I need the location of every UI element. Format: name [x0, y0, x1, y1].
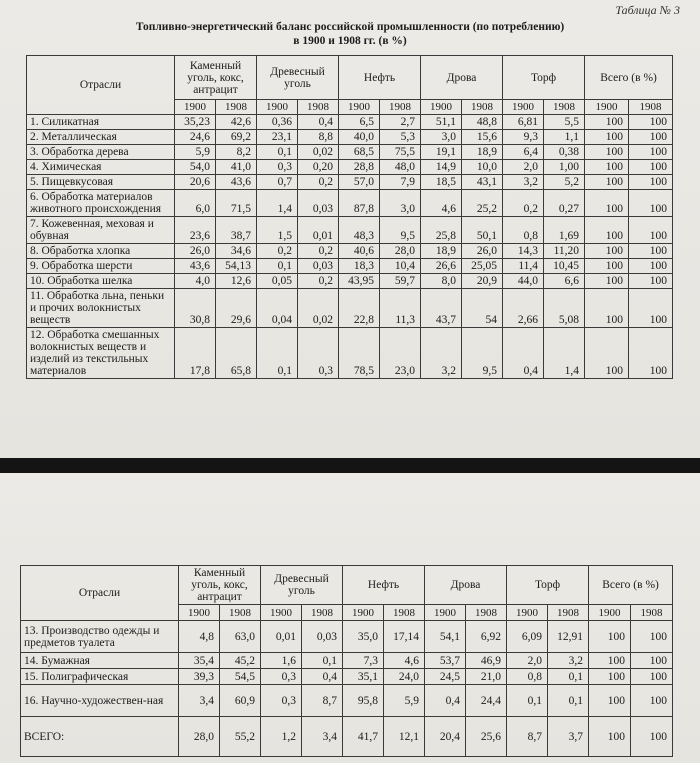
table-row — [27, 190, 673, 217]
header-coal: Каменный уголь, кокс, антрацит — [175, 56, 257, 100]
value-cell: 15,6 — [462, 130, 503, 145]
value-cell: 54,1 — [425, 621, 466, 653]
value-cell: 45,2 — [220, 653, 261, 669]
header-year: 1900 — [503, 100, 544, 115]
value-cell: 65,8 — [216, 328, 257, 379]
table-row — [27, 175, 673, 190]
value-cell: 5,2 — [544, 175, 585, 190]
value-cell: 100 — [629, 160, 673, 175]
caption-line-1: Топливно-энергетический баланс российской промышленности (по потреблению) — [135, 21, 565, 33]
table-row — [27, 244, 673, 259]
value-cell: 1,5 — [257, 217, 298, 244]
table-row — [27, 289, 673, 328]
caption-line-2: в 1900 и 1908 гг. (в %) — [293, 35, 407, 47]
table-row — [27, 130, 673, 145]
value-cell: 6,0 — [175, 190, 216, 217]
value-cell: 0,03 — [298, 190, 339, 217]
value-cell: 3,4 — [179, 685, 220, 717]
value-cell: 1,4 — [544, 328, 585, 379]
value-cell: 25,8 — [421, 217, 462, 244]
value-cell: 1,69 — [544, 217, 585, 244]
value-cell: 5,08 — [544, 289, 585, 328]
value-cell: 0,2 — [298, 274, 339, 289]
value-cell: 100 — [631, 717, 673, 757]
value-cell: 26,0 — [462, 244, 503, 259]
branch-name: 6. Обработка материалов животного происхождения — [27, 190, 175, 217]
value-cell: 100 — [585, 190, 629, 217]
value-cell: 51,1 — [421, 115, 462, 130]
branch-name: 16. Научно-художествен-ная — [21, 685, 179, 717]
value-cell: 3,0 — [421, 130, 462, 145]
value-cell: 42,6 — [216, 115, 257, 130]
value-cell: 6,81 — [503, 115, 544, 130]
branch-name: 9. Обработка шерсти — [27, 259, 175, 274]
table-row — [21, 685, 673, 717]
value-cell: 0,1 — [548, 685, 589, 717]
value-cell: 63,0 — [220, 621, 261, 653]
value-cell: 4,6 — [421, 190, 462, 217]
value-cell: 18,5 — [421, 175, 462, 190]
value-cell: 100 — [629, 244, 673, 259]
value-cell: 9,5 — [380, 217, 421, 244]
header-year: 1900 — [179, 605, 220, 621]
header-year: 1900 — [425, 605, 466, 621]
value-cell: 25,05 — [462, 259, 503, 274]
value-cell: 0,03 — [302, 621, 343, 653]
value-cell: 25,2 — [462, 190, 503, 217]
value-cell: 11,20 — [544, 244, 585, 259]
value-cell: 41,0 — [216, 160, 257, 175]
value-cell: 28,8 — [339, 160, 380, 175]
value-cell: 100 — [585, 259, 629, 274]
value-cell: 0,4 — [503, 328, 544, 379]
branch-name: 8. Обработка хлопка — [27, 244, 175, 259]
value-cell: 100 — [589, 717, 631, 757]
table-row — [21, 653, 673, 669]
header-oil: Нефть — [339, 56, 421, 100]
value-cell: 48,3 — [339, 217, 380, 244]
value-cell: 0,3 — [261, 685, 302, 717]
value-cell: 46,9 — [466, 653, 507, 669]
header-total: Всего (в %) — [585, 56, 673, 100]
value-cell: 54 — [462, 289, 503, 328]
value-cell: 100 — [629, 130, 673, 145]
value-cell: 0,4 — [425, 685, 466, 717]
value-cell: 43,7 — [421, 289, 462, 328]
table-row — [27, 160, 673, 175]
table-row — [27, 274, 673, 289]
value-cell: 71,5 — [216, 190, 257, 217]
header-wood: Дрова — [425, 566, 507, 605]
value-cell: 1,4 — [257, 190, 298, 217]
value-cell: 22,8 — [339, 289, 380, 328]
header-year: 1908 — [384, 605, 425, 621]
value-cell: 0,1 — [548, 669, 589, 685]
value-cell: 100 — [629, 115, 673, 130]
value-cell: 24,4 — [466, 685, 507, 717]
header-year: 1908 — [220, 605, 261, 621]
value-cell: 3,2 — [421, 328, 462, 379]
value-cell: 39,3 — [179, 669, 220, 685]
header-year: 1908 — [466, 605, 507, 621]
value-cell: 1,6 — [261, 653, 302, 669]
value-cell: 0,02 — [298, 289, 339, 328]
branch-name: ВСЕГО: — [21, 717, 179, 757]
value-cell: 0,2 — [257, 244, 298, 259]
value-cell: 0,1 — [257, 328, 298, 379]
page-bottom — [0, 473, 700, 763]
value-cell: 6,4 — [503, 145, 544, 160]
value-cell: 1,00 — [544, 160, 585, 175]
value-cell: 0,1 — [257, 145, 298, 160]
value-cell: 35,0 — [343, 621, 384, 653]
value-cell: 100 — [629, 289, 673, 328]
value-cell: 12,91 — [548, 621, 589, 653]
value-cell: 100 — [631, 685, 673, 717]
header-charcoal: Древесный уголь — [261, 566, 343, 605]
value-cell: 0,36 — [257, 115, 298, 130]
value-cell: 100 — [585, 217, 629, 244]
value-cell: 100 — [631, 621, 673, 653]
value-cell: 6,92 — [466, 621, 507, 653]
branch-name: 11. Обработка льна, пеньки и прочих волокнистых веществ — [27, 289, 175, 328]
header-year: 1900 — [507, 605, 548, 621]
table-row — [27, 217, 673, 244]
branch-name: 10. Обработка шелка — [27, 274, 175, 289]
value-cell: 100 — [629, 217, 673, 244]
value-cell: 0,1 — [302, 653, 343, 669]
value-cell: 0,20 — [298, 160, 339, 175]
value-cell: 41,7 — [343, 717, 384, 757]
value-cell: 0,2 — [298, 175, 339, 190]
value-cell: 0,3 — [298, 328, 339, 379]
header-year: 1908 — [298, 100, 339, 115]
header-branch: Отрасли — [27, 56, 175, 115]
value-cell: 100 — [629, 259, 673, 274]
value-cell: 10,0 — [462, 160, 503, 175]
value-cell: 60,9 — [220, 685, 261, 717]
value-cell: 54,13 — [216, 259, 257, 274]
value-cell: 8,7 — [302, 685, 343, 717]
value-cell: 55,2 — [220, 717, 261, 757]
value-cell: 100 — [585, 274, 629, 289]
branch-name: 4. Химическая — [27, 160, 175, 175]
value-cell: 0,1 — [507, 685, 548, 717]
value-cell: 69,2 — [216, 130, 257, 145]
table-number: Таблица № 3 — [615, 3, 680, 17]
page-divider — [0, 458, 700, 473]
value-cell: 100 — [589, 669, 631, 685]
value-cell: 78,5 — [339, 328, 380, 379]
value-cell: 14,9 — [421, 160, 462, 175]
value-cell: 100 — [631, 669, 673, 685]
value-cell: 20,4 — [425, 717, 466, 757]
value-cell: 20,6 — [175, 175, 216, 190]
header-year: 1900 — [339, 100, 380, 115]
value-cell: 75,5 — [380, 145, 421, 160]
value-cell: 4,0 — [175, 274, 216, 289]
value-cell: 48,8 — [462, 115, 503, 130]
value-cell: 0,2 — [298, 244, 339, 259]
value-cell: 3,7 — [548, 717, 589, 757]
value-cell: 0,4 — [302, 669, 343, 685]
value-cell: 12,6 — [216, 274, 257, 289]
value-cell: 100 — [585, 289, 629, 328]
value-cell: 6,6 — [544, 274, 585, 289]
header-peat: Торф — [507, 566, 589, 605]
value-cell: 18,9 — [462, 145, 503, 160]
value-cell: 23,1 — [257, 130, 298, 145]
value-cell: 5,9 — [175, 145, 216, 160]
value-cell: 53,7 — [425, 653, 466, 669]
value-cell: 23,6 — [175, 217, 216, 244]
value-cell: 35,23 — [175, 115, 216, 130]
value-cell: 8,7 — [507, 717, 548, 757]
header-year: 1908 — [631, 605, 673, 621]
header-total: Всего (в %) — [589, 566, 673, 605]
branch-name: 15. Полиграфическая — [21, 669, 179, 685]
value-cell: 0,04 — [257, 289, 298, 328]
value-cell: 100 — [585, 244, 629, 259]
value-cell: 100 — [589, 621, 631, 653]
value-cell: 21,0 — [466, 669, 507, 685]
value-cell: 0,05 — [257, 274, 298, 289]
header-year: 1900 — [421, 100, 462, 115]
value-cell: 100 — [629, 175, 673, 190]
value-cell: 4,8 — [179, 621, 220, 653]
value-cell: 5,5 — [544, 115, 585, 130]
table-caption — [0, 20, 700, 48]
value-cell: 1,2 — [261, 717, 302, 757]
header-year: 1908 — [462, 100, 503, 115]
value-cell: 30,8 — [175, 289, 216, 328]
value-cell: 5,3 — [380, 130, 421, 145]
table-row — [21, 717, 673, 757]
value-cell: 100 — [585, 115, 629, 130]
value-cell: 0,1 — [257, 259, 298, 274]
value-cell: 8,8 — [298, 130, 339, 145]
value-cell: 3,2 — [503, 175, 544, 190]
value-cell: 11,4 — [503, 259, 544, 274]
value-cell: 0,38 — [544, 145, 585, 160]
value-cell: 24,5 — [425, 669, 466, 685]
value-cell: 19,1 — [421, 145, 462, 160]
value-cell: 43,6 — [216, 175, 257, 190]
value-cell: 50,1 — [462, 217, 503, 244]
value-cell: 2,0 — [503, 160, 544, 175]
value-cell: 95,8 — [343, 685, 384, 717]
fuel-balance-table-part-2 — [20, 565, 673, 757]
table-row — [27, 145, 673, 160]
value-cell: 0,27 — [544, 190, 585, 217]
header-year: 1900 — [261, 605, 302, 621]
value-cell: 100 — [585, 328, 629, 379]
header-branch: Отрасли — [21, 566, 179, 621]
value-cell: 29,6 — [216, 289, 257, 328]
branch-name: 12. Обработка смешанных волокнистых веществ и изделий из текстильных материалов — [27, 328, 175, 379]
value-cell: 20,9 — [462, 274, 503, 289]
value-cell: 12,1 — [384, 717, 425, 757]
value-cell: 0,01 — [298, 217, 339, 244]
value-cell: 25,6 — [466, 717, 507, 757]
branch-name: 2. Металлическая — [27, 130, 175, 145]
value-cell: 17,14 — [384, 621, 425, 653]
value-cell: 2,66 — [503, 289, 544, 328]
value-cell: 10,45 — [544, 259, 585, 274]
value-cell: 87,8 — [339, 190, 380, 217]
value-cell: 100 — [629, 328, 673, 379]
value-cell: 2,0 — [507, 653, 548, 669]
value-cell: 7,9 — [380, 175, 421, 190]
value-cell: 54,5 — [220, 669, 261, 685]
value-cell: 5,9 — [384, 685, 425, 717]
value-cell: 4,6 — [384, 653, 425, 669]
value-cell: 2,7 — [380, 115, 421, 130]
value-cell: 10,4 — [380, 259, 421, 274]
value-cell: 0,3 — [261, 669, 302, 685]
value-cell: 0,7 — [257, 175, 298, 190]
value-cell: 100 — [589, 685, 631, 717]
header-year: 1900 — [589, 605, 631, 621]
header-charcoal: Древесный уголь — [257, 56, 339, 100]
value-cell: 6,5 — [339, 115, 380, 130]
header-year: 1900 — [585, 100, 629, 115]
value-cell: 100 — [629, 145, 673, 160]
value-cell: 100 — [585, 160, 629, 175]
value-cell: 11,3 — [380, 289, 421, 328]
value-cell: 100 — [631, 653, 673, 669]
branch-name: 5. Пищевкусовая — [27, 175, 175, 190]
table-row — [21, 621, 673, 653]
value-cell: 1,1 — [544, 130, 585, 145]
table-row — [27, 328, 673, 379]
branch-name: 13. Производство одежды и предметов туалета — [21, 621, 179, 653]
value-cell: 7,3 — [343, 653, 384, 669]
value-cell: 40,0 — [339, 130, 380, 145]
value-cell: 3,2 — [548, 653, 589, 669]
value-cell: 23,0 — [380, 328, 421, 379]
value-cell: 0,8 — [503, 217, 544, 244]
value-cell: 100 — [589, 653, 631, 669]
value-cell: 17,8 — [175, 328, 216, 379]
fuel-balance-table-part-1 — [26, 55, 673, 379]
header-oil: Нефть — [343, 566, 425, 605]
branch-name: 3. Обработка дерева — [27, 145, 175, 160]
value-cell: 100 — [585, 130, 629, 145]
header-year: 1900 — [257, 100, 298, 115]
header-year: 1908 — [216, 100, 257, 115]
table-row — [21, 669, 673, 685]
value-cell: 0,3 — [257, 160, 298, 175]
value-cell: 0,03 — [298, 259, 339, 274]
value-cell: 59,7 — [380, 274, 421, 289]
value-cell: 35,1 — [343, 669, 384, 685]
header-year: 1908 — [544, 100, 585, 115]
value-cell: 0,8 — [507, 669, 548, 685]
value-cell: 26,6 — [421, 259, 462, 274]
value-cell: 24,0 — [384, 669, 425, 685]
value-cell: 9,5 — [462, 328, 503, 379]
value-cell: 9,3 — [503, 130, 544, 145]
value-cell: 100 — [585, 175, 629, 190]
value-cell: 40,6 — [339, 244, 380, 259]
value-cell: 6,09 — [507, 621, 548, 653]
value-cell: 100 — [585, 145, 629, 160]
value-cell: 100 — [629, 190, 673, 217]
value-cell: 3,0 — [380, 190, 421, 217]
value-cell: 54,0 — [175, 160, 216, 175]
value-cell: 26,0 — [175, 244, 216, 259]
table-row — [27, 115, 673, 130]
value-cell: 43,95 — [339, 274, 380, 289]
value-cell: 43,1 — [462, 175, 503, 190]
value-cell: 38,7 — [216, 217, 257, 244]
value-cell: 0,01 — [261, 621, 302, 653]
value-cell: 57,0 — [339, 175, 380, 190]
value-cell: 8,2 — [216, 145, 257, 160]
header-year: 1908 — [548, 605, 589, 621]
value-cell: 28,0 — [380, 244, 421, 259]
header-year: 1908 — [380, 100, 421, 115]
value-cell: 0,02 — [298, 145, 339, 160]
branch-name: 1. Силикатная — [27, 115, 175, 130]
value-cell: 14,3 — [503, 244, 544, 259]
header-wood: Дрова — [421, 56, 503, 100]
value-cell: 3,4 — [302, 717, 343, 757]
value-cell: 100 — [629, 274, 673, 289]
value-cell: 0,2 — [503, 190, 544, 217]
header-coal: Каменный уголь, кокс, антрацит — [179, 566, 261, 605]
value-cell: 8,0 — [421, 274, 462, 289]
value-cell: 35,4 — [179, 653, 220, 669]
header-peat: Торф — [503, 56, 585, 100]
value-cell: 18,3 — [339, 259, 380, 274]
value-cell: 68,5 — [339, 145, 380, 160]
branch-name: 7. Кожевенная, меховая и обувная — [27, 217, 175, 244]
table-row — [27, 259, 673, 274]
value-cell: 0,4 — [298, 115, 339, 130]
value-cell: 18,9 — [421, 244, 462, 259]
value-cell: 44,0 — [503, 274, 544, 289]
value-cell: 34,6 — [216, 244, 257, 259]
value-cell: 24,6 — [175, 130, 216, 145]
branch-name: 14. Бумажная — [21, 653, 179, 669]
value-cell: 43,6 — [175, 259, 216, 274]
header-year: 1908 — [302, 605, 343, 621]
header-year: 1900 — [175, 100, 216, 115]
header-year: 1900 — [343, 605, 384, 621]
header-year: 1908 — [629, 100, 673, 115]
value-cell: 48,0 — [380, 160, 421, 175]
value-cell: 28,0 — [179, 717, 220, 757]
